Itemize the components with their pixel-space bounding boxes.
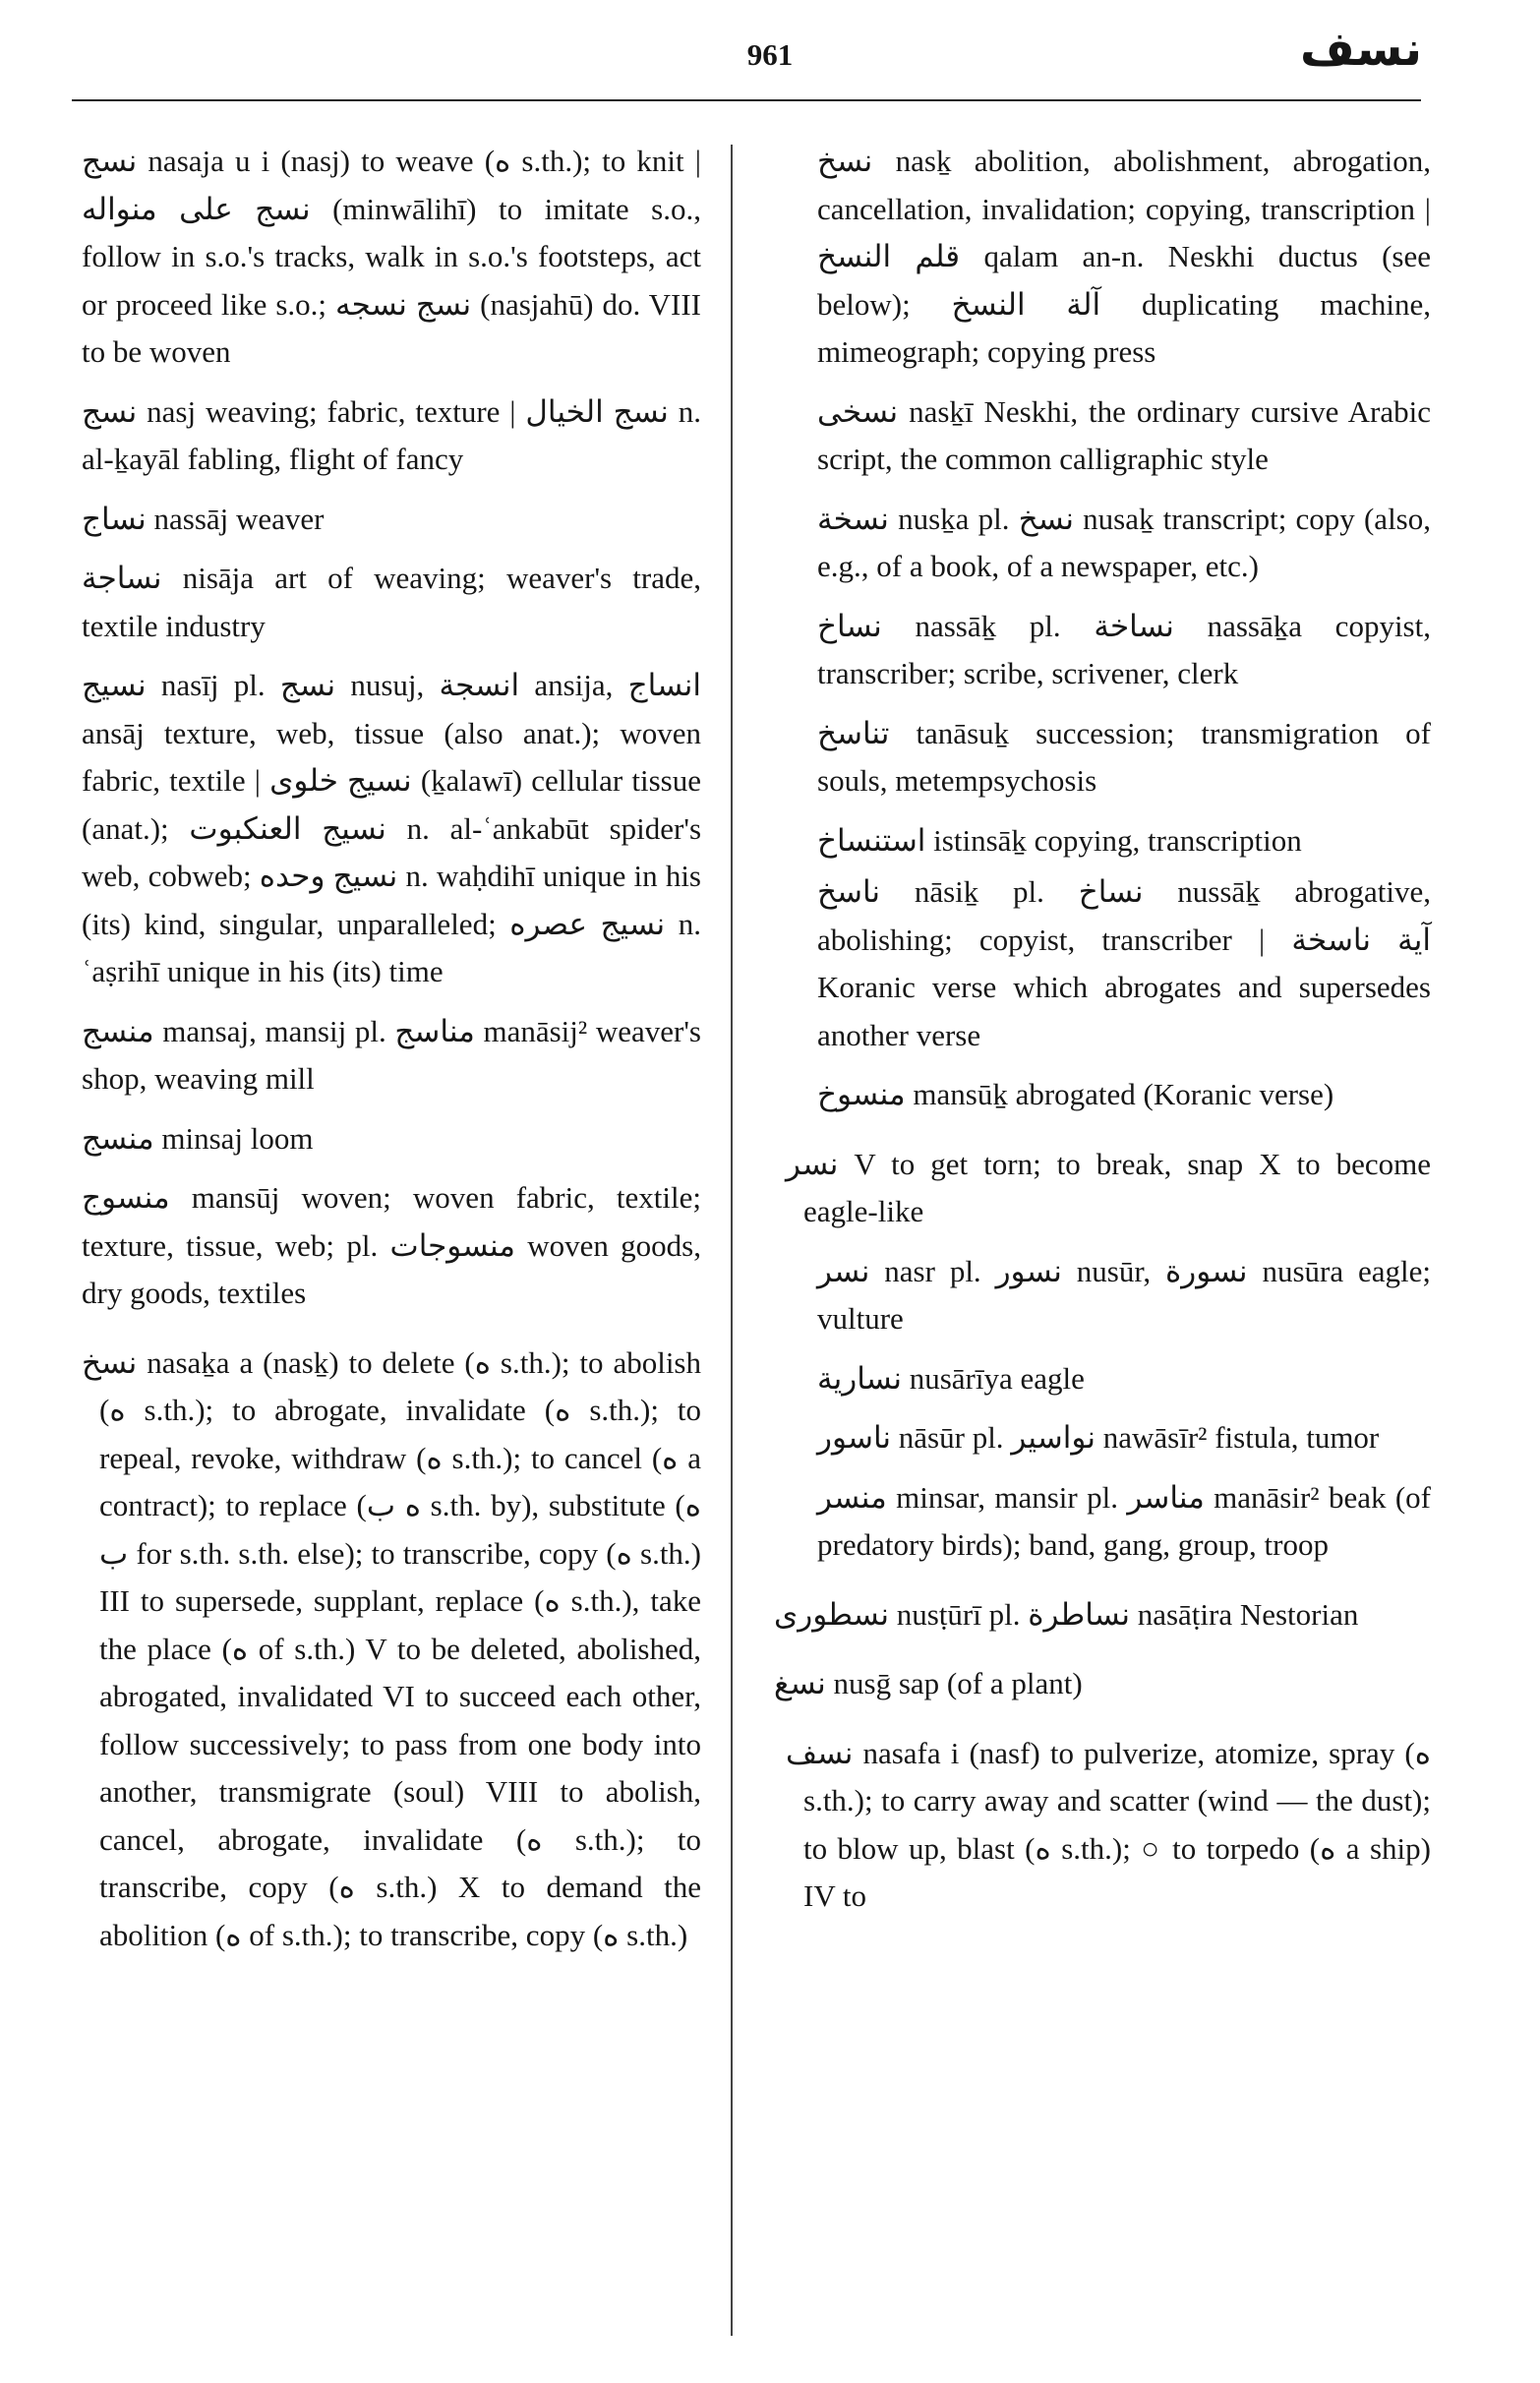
dictionary-subentry: منسر minsar, mansir pl. مناسر manāsir² beak (of predatory birds); band, gang, group, troop bbox=[817, 1479, 1431, 1562]
dictionary-subentry: نسارية nusārīya eagle bbox=[817, 1360, 1085, 1396]
dictionary-subentry: نسخ nasḵ abolition, abolishment, abrogation, cancellation, invalidation; copying, transcription | قلم النسخ qalam an-n. Neskhi ductus (see below); آلة النسخ duplicating machine, mimeograph; copying press bbox=[817, 144, 1431, 369]
dictionary-subentry: نسيج nasīj pl. نسج nusuj, انسجة ansija, انساج ansāj texture, web, tissue (also anat.); woven fabric, textile | نسيج خلوى (ḵalawī) cellular tissue (anat.); نسيج العنكبوت n. al-ʿankabūt spider's web, cobweb; نسيج وحده n. waḥdihī unique in his (its) kind, singular, unparalleled; نسيج عصره n. ʿaṣrihī unique in his (its) time bbox=[82, 668, 702, 988]
dictionary-subentry: نسخى nasḵī Neskhi, the ordinary cursive Arabic script, the common calligraphic style bbox=[817, 393, 1431, 476]
page-header bbox=[0, 0, 1540, 108]
dictionary-headword-entry: نسغ nusḡ sap (of a plant) bbox=[774, 1666, 1083, 1700]
dictionary-subentry: نسخة nusḵa pl. نسخ nusaḵ transcript; copy (also, e.g., of a book, of a newspaper, etc.) bbox=[817, 501, 1431, 583]
dictionary-subentry: منسج mansaj, mansij pl. مناسج manāsij² weaver's shop, weaving mill bbox=[82, 1013, 701, 1096]
dictionary-subentry: نساخ nassāḵ pl. نساخة nassāḵa copyist, transcriber; scribe, scrivener, clerk bbox=[817, 608, 1431, 690]
dictionary-headword-entry: نسخ nasaḵa a (nasḵ) to delete (ه s.th.); to abolish (ه s.th.); to abrogate, invalidate (ه s.th.); to repeal, revoke, withdraw (ه s.th.); to cancel (ه a contract); to replace (ه ب s.th. by), substitute (ه ب for s.th. s.th. else); to transcribe, copy (ه s.th.) III to supersede, supplant, replace (ه s.th.), take the place (ه of s.th.) V to be deleted, abolished, abrogated, invalidated VI to succeed each other, follow successively; to pass from one body into another, transmigrate (soul) VIII to abolish, cancel, abrogate, invalidate (ه s.th.); to transcribe, copy (ه s.th.) X to demand the abolition (ه of s.th.); to transcribe, copy (ه s.th.) bbox=[82, 1344, 702, 1952]
dictionary-subentry: نسج nasaja u i (nasj) to weave (ه s.th.); to knit | نسج على منواله (minwālihī) to imitate s.o., follow in s.o.'s tracks, walk in s.o.'s footsteps, act or proceed like s.o.; نسج نسجه (nasjahū) do. VIII to be woven bbox=[82, 144, 701, 369]
dictionary-subentry: منسوخ mansūḵ abrogated (Koranic verse) bbox=[817, 1077, 1334, 1111]
dictionary-subentry: نسر nasr pl. نسور nusūr, نسورة nusūra eagle; vulture bbox=[817, 1253, 1431, 1336]
dictionary-subentry: تناسخ tanāsuḵ succession; transmigration of souls, metempsychosis bbox=[817, 715, 1431, 798]
column-divider bbox=[731, 145, 733, 2336]
header-rule bbox=[72, 99, 1421, 101]
dictionary-subentry: ناسور nāsūr pl. نواسير nawāsīr² fistula, tumor bbox=[817, 1420, 1380, 1455]
dictionary-subentry: نساجة nisāja art of weaving; weaver's trade, textile industry bbox=[82, 561, 701, 643]
dictionary-subentry: ناسخ nāsiḵ pl. نساخ nussāḵ abrogative, abolishing; copyist, transcriber | آية ناسخة Koranic verse which abrogates and supersedes another verse bbox=[817, 874, 1431, 1052]
right-column bbox=[774, 138, 1431, 1933]
dictionary-subentry: استنساخ istinsāḵ copying, transcription bbox=[817, 822, 1302, 858]
dictionary-headword-entry: نسف nasafa i (nasf) to pulverize, atomize, spray (ه s.th.); to carry away and scatter (wind — the dust); to blow up, blast (ه s.th.); ○ to torpedo (ه a ship) IV to bbox=[786, 1735, 1431, 1913]
guide-word: نسف bbox=[1299, 22, 1422, 77]
dictionary-subentry: منسج minsaj loom bbox=[82, 1120, 314, 1156]
dictionary-subentry: منسوج mansūj woven; woven fabric, textile; texture, tissue, web; pl. منسوجات woven goods, dry goods, textiles bbox=[82, 1180, 701, 1310]
dictionary-subentry: نسج nasj weaving; fabric, texture | نسج الخيال n. al-ḵayāl fabling, flight of fancy bbox=[82, 393, 702, 476]
dictionary-subentry: نساج nassāj weaver bbox=[82, 501, 325, 536]
left-column bbox=[82, 138, 701, 1971]
dictionary-headword-entry: نسطورى nusṭūrī pl. نساطرة nasāṭira Nestorian bbox=[774, 1596, 1359, 1632]
dictionary-headword-entry: نسر V to get torn; to break, snap X to become eagle-like bbox=[786, 1146, 1431, 1228]
page-number: 961 bbox=[746, 37, 794, 72]
